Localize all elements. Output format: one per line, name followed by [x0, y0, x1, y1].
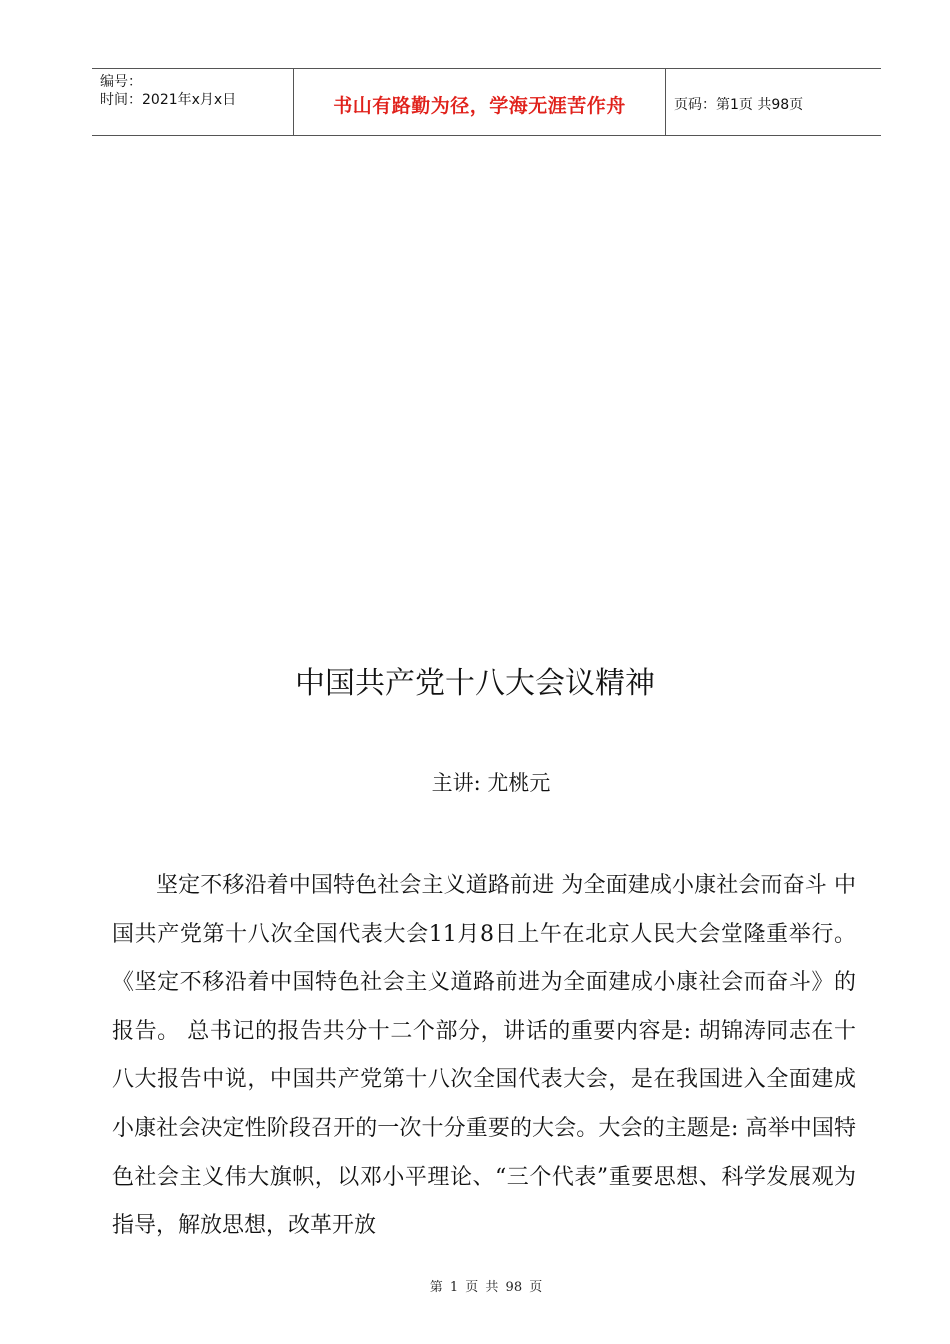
page-header — [92, 68, 881, 136]
speaker-line: 主讲: 尤桃元 — [431, 771, 551, 795]
header-motto-cell — [293, 69, 666, 135]
header-meta-cell — [92, 69, 293, 135]
header-motto: 书山有路勤为径，学海无涯苦作舟 — [333, 94, 626, 117]
date-label: 时间：2021年x月x日 — [100, 92, 237, 108]
page-footer: 第 1 页 共 98 页 — [429, 1280, 543, 1295]
serial-label: 编号： — [100, 74, 142, 90]
header-page-info: 页码：第1页 共98页 — [674, 97, 804, 113]
header-page-cell — [666, 69, 881, 135]
body-paragraph: 坚定不移沿着中国特色社会主义道路前进 为全面建成小康社会而奋斗 中国共产党第十八次全国代表大会11月8日上午在北京人民大会堂隆重举行。《坚定不移沿着中国特色社会主义道路前进为全面建成小康社会而奋斗》的报告。 总书记的报告共分十二个部分，讲话的重要内容是: 胡锦涛同志在十八大报告中说，中国共产党第十八次全国代表大会，是在我国进入全面建成小康社会决定性阶段召开的一次十分重要的大会。大会的主题是: 高举中国特色社会主义伟大旗帜，以邓小平理论、“三个代表”重要思想、科学发展观为指导，解放思想，改革开放 — [112, 873, 856, 1239]
document-title: 中国共产党十八大会议精神 — [295, 666, 655, 701]
